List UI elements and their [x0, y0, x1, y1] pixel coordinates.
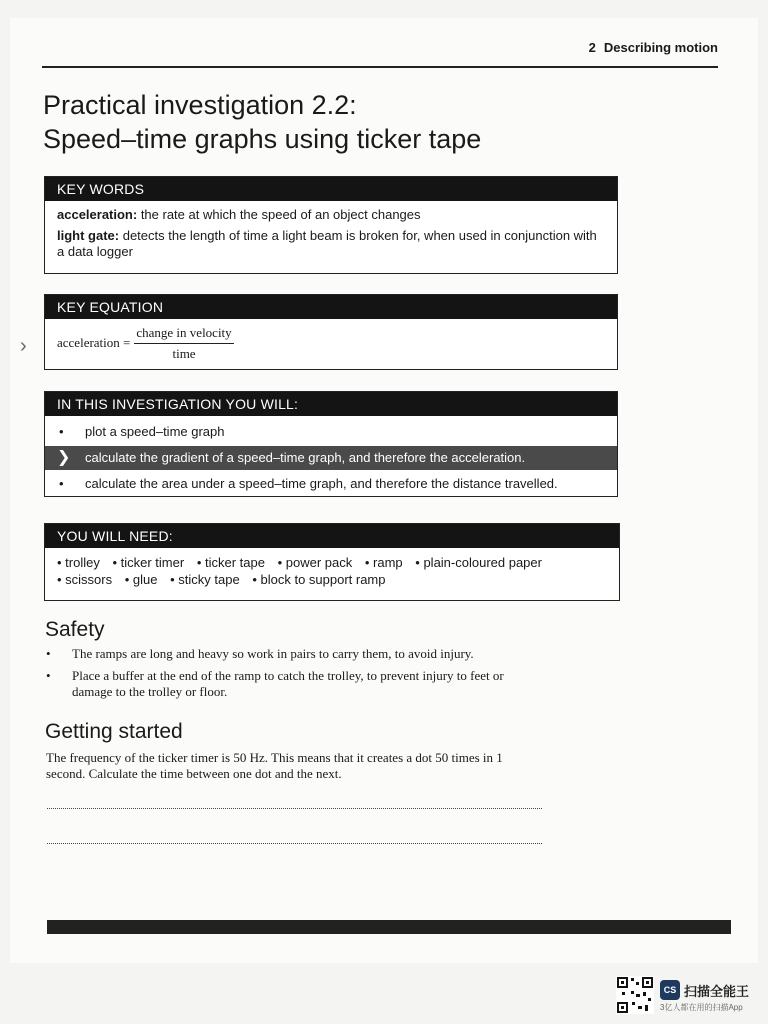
answer-line[interactable] [47, 843, 542, 844]
bullet-icon: • [59, 476, 64, 491]
investigation-heading: IN THIS INVESTIGATION YOU WILL: [45, 392, 617, 416]
investigation-list [45, 416, 617, 496]
key-word-definition: the rate at which the speed of an object changes [137, 207, 421, 222]
brand-name: 扫描全能王 [684, 983, 750, 999]
key-word-term: light gate: [57, 228, 120, 243]
list-item: • Place a buffer at the end of the ramp to catch the trolley, to prevent injury to feet or damage to the trolley or floor. [46, 668, 504, 699]
equipment-item: • power pack [277, 555, 353, 570]
title-line-1: Practical investigation 2.2: [43, 90, 357, 120]
equipment-heading: YOU WILL NEED: [45, 524, 619, 548]
equipment-item: • sticky tape [170, 572, 240, 587]
equation-lhs: acceleration = [57, 335, 131, 350]
key-word-term: acceleration: [57, 207, 138, 222]
safety-heading: Safety [45, 618, 105, 641]
equipment-row-1 [57, 554, 607, 571]
equipment-box [44, 523, 620, 601]
brand-tagline: 3亿人都在用的扫描App [660, 1003, 743, 1012]
running-head [589, 40, 718, 55]
key-word-light-gate [57, 228, 605, 260]
list-item: • calculate the area under a speed–time graph, and therefore the distance travelled. [45, 472, 617, 496]
equation-fraction [134, 325, 233, 362]
answer-line[interactable] [47, 808, 542, 809]
equipment-item: • ticker tape [196, 555, 265, 570]
bullet-icon: • [59, 424, 64, 439]
list-item: • plot a speed–time graph [45, 420, 617, 444]
chapter-title: Describing motion [603, 40, 718, 55]
title-line-2: Speed–time graphs using ticker tape [43, 124, 482, 154]
chapter-number: 2 [588, 40, 596, 55]
getting-started-text: The frequency of the ticker timer is 50 Hz. This means that it creates a dot 50 times in 1 second. Calculate the time between one dot and the next. [46, 750, 503, 781]
equipment-item: • trolley [57, 555, 100, 570]
footer-bar [47, 920, 731, 934]
equipment-item: • scissors [57, 572, 113, 587]
safety-list [46, 646, 546, 706]
chevron-right-icon: ❯ [57, 449, 71, 466]
bullet-icon: • [46, 646, 51, 661]
equipment-item: • ramp [364, 555, 403, 570]
chevron-right-icon: › [20, 335, 27, 357]
scanner-brand [660, 980, 749, 1000]
brand-logo: CS [660, 980, 680, 1000]
key-equation-heading: KEY EQUATION [45, 295, 617, 319]
equipment-item: • glue [124, 572, 158, 587]
key-equation-box [44, 294, 618, 370]
equation-numerator: change in velocity [134, 325, 233, 344]
equipment-item: • block to support ramp [252, 572, 386, 587]
getting-started-heading: Getting started [45, 720, 183, 743]
equation-denominator: time [172, 345, 196, 361]
equipment-row-2 [57, 571, 607, 588]
key-words-box [44, 176, 618, 274]
list-item-highlighted: ❯ calculate the gradient of a speed–time graph, and therefore the acceleration. [45, 446, 617, 470]
qr-code-icon [616, 976, 654, 1014]
header-rule [42, 66, 718, 68]
page-title [43, 88, 683, 156]
investigation-box [44, 391, 618, 497]
qr-code [616, 976, 654, 1014]
key-words-heading: KEY WORDS [45, 177, 617, 201]
key-word-acceleration [57, 207, 605, 223]
bullet-icon: • [46, 668, 51, 683]
equipment-item: • ticker timer [112, 555, 185, 570]
key-word-definition: detects the length of time a light beam is broken for, when used in conjunction with a data logger [57, 228, 597, 259]
list-item: • The ramps are long and heavy so work in pairs to carry them, to avoid injury. [46, 646, 474, 661]
equation [57, 321, 605, 365]
equipment-item: • plain-coloured paper [415, 555, 542, 570]
